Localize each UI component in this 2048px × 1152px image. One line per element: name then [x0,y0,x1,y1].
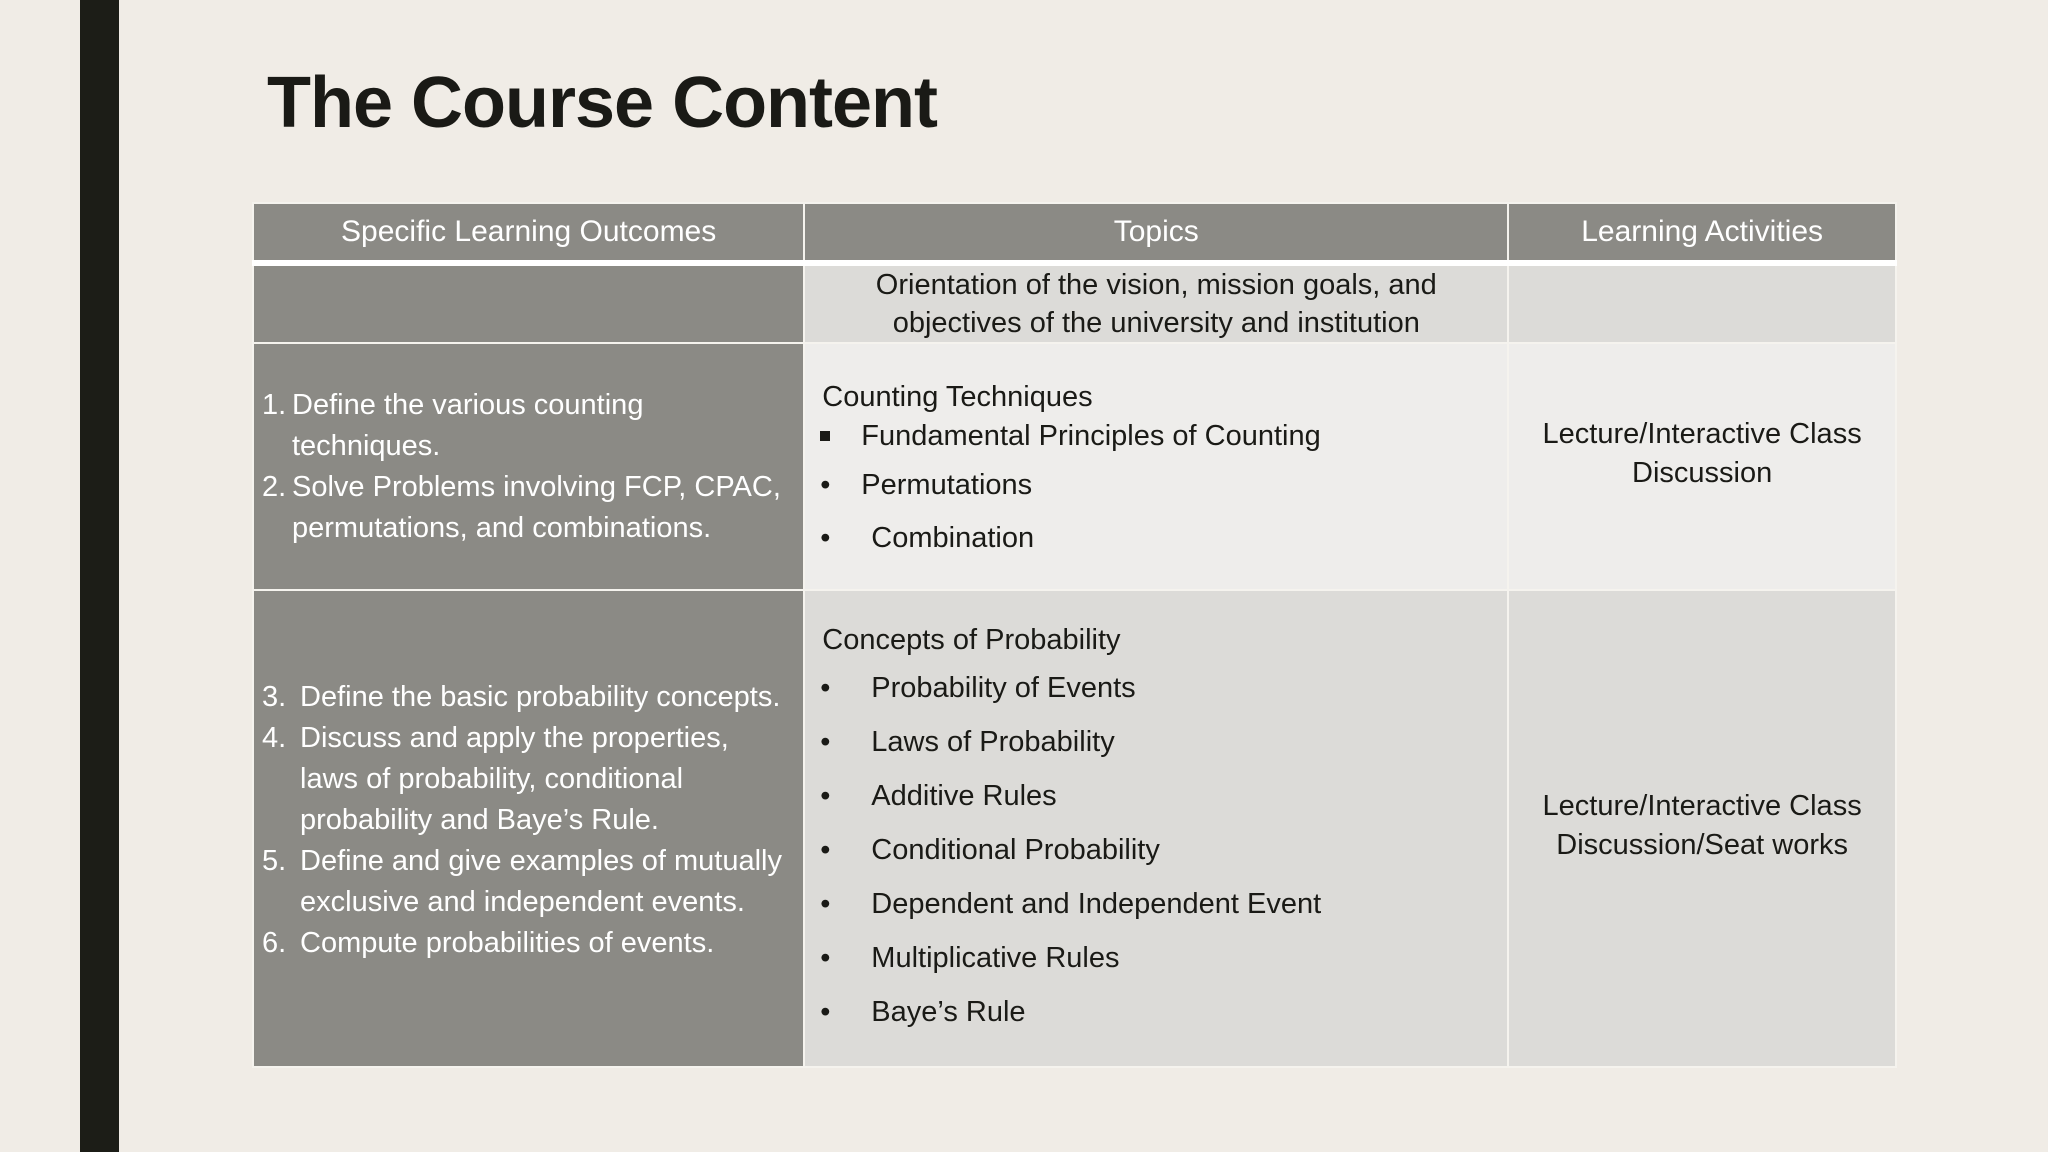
orientation-topic-line1: Orientation of the vision, mission goals, and [875,269,1437,301]
topic-text: Baye’s Rule [871,996,1026,1028]
header-topics: Topics [804,203,1508,263]
bullet-icon: • [820,521,831,554]
topic-item [805,777,1507,816]
counting-topic-list [805,417,1507,558]
header-activities: Learning Activities [1508,203,1896,263]
outcome-text: Discuss and apply the properties, laws of probability, conditional probability and Baye’s Rule. [300,722,729,836]
probability-outcome-list [254,677,803,964]
probability-outcomes-cell [253,590,804,1067]
counting-outcome-list [254,385,803,549]
outcome-text: Solve Problems involving FCP, CPAC, permutations, and combinations. [292,470,781,544]
counting-activity-line2: Discussion [1632,456,1773,489]
probability-topic-heading: Concepts of Probability [822,624,1121,656]
bullet-icon: • [820,780,831,812]
probability-topic-list [805,669,1507,1032]
counting-activity-line1: Lecture/Interactive Class [1542,417,1862,450]
topic-item [805,939,1507,978]
outcome-item [262,841,793,923]
bullet-icon: • [820,996,831,1028]
outcome-text: Define the various counting techniques. [292,388,644,462]
topic-item [805,723,1507,762]
outcome-number: 5. [262,845,287,877]
orientation-topic-line2: objectives of the university and institution [892,307,1420,339]
topic-item [805,519,1507,558]
bullet-icon: • [820,468,831,501]
topic-item [805,417,1507,456]
probability-activity-cell [1508,590,1896,1067]
outcome-number: 4. [262,722,287,754]
topic-text: Conditional Probability [871,834,1160,866]
topic-item [805,466,1507,505]
outcome-number: 2. [262,470,287,503]
slide-title: The Course Content [267,63,938,143]
table-row-orientation [253,263,1896,343]
bullet-icon: • [820,888,831,920]
orientation-topic-cell [804,263,1508,343]
outcome-number: 3. [262,681,287,713]
topic-text: Fundamental Principles of Counting [861,419,1321,452]
table-header-row [253,203,1896,263]
counting-topic-heading: Counting Techniques [822,380,1093,413]
probability-activity-line1: Lecture/Interactive Class [1542,790,1862,822]
topic-item [805,831,1507,870]
topic-item [805,993,1507,1032]
outcome-item [262,385,793,467]
outcome-item [262,467,793,549]
counting-activity-cell [1508,343,1896,590]
outcome-text: Define the basic probability concepts. [300,681,781,713]
topic-text: Permutations [861,468,1033,501]
course-content-table [252,202,1897,1068]
orientation-activity-cell [1508,263,1896,343]
orientation-outcomes-cell [253,263,804,343]
outcome-text: Define and give examples of mutually exclusive and independent events. [300,845,782,918]
topic-text: Laws of Probability [871,726,1115,758]
probability-activity-line2: Discussion/Seat works [1556,829,1848,861]
bullet-icon: • [820,942,831,974]
topic-text: Probability of Events [871,672,1136,704]
outcome-number: 1. [262,388,287,421]
topic-item [805,669,1507,708]
counting-outcomes-cell [253,343,804,590]
bullet-icon: • [820,834,831,866]
bullet-icon: • [820,726,831,758]
decorative-side-bar [80,0,119,1152]
counting-topics-cell [804,343,1508,590]
bullet-icon: • [820,672,831,704]
probability-topics-cell [804,590,1508,1067]
topic-text: Multiplicative Rules [871,942,1120,974]
table-row-probability [253,590,1896,1067]
outcome-number: 6. [262,927,287,959]
topic-text: Combination [871,521,1035,554]
outcome-item [262,718,793,841]
square-bullet-icon [820,431,830,441]
topic-text: Dependent and Independent Event [871,888,1322,920]
table-row-counting [253,343,1896,590]
topic-item [805,885,1507,924]
outcome-text: Compute probabilities of events. [300,927,715,959]
outcome-item [262,677,793,718]
header-outcomes: Specific Learning Outcomes [253,203,804,263]
topic-text: Additive Rules [871,780,1057,812]
outcome-item [262,923,793,964]
